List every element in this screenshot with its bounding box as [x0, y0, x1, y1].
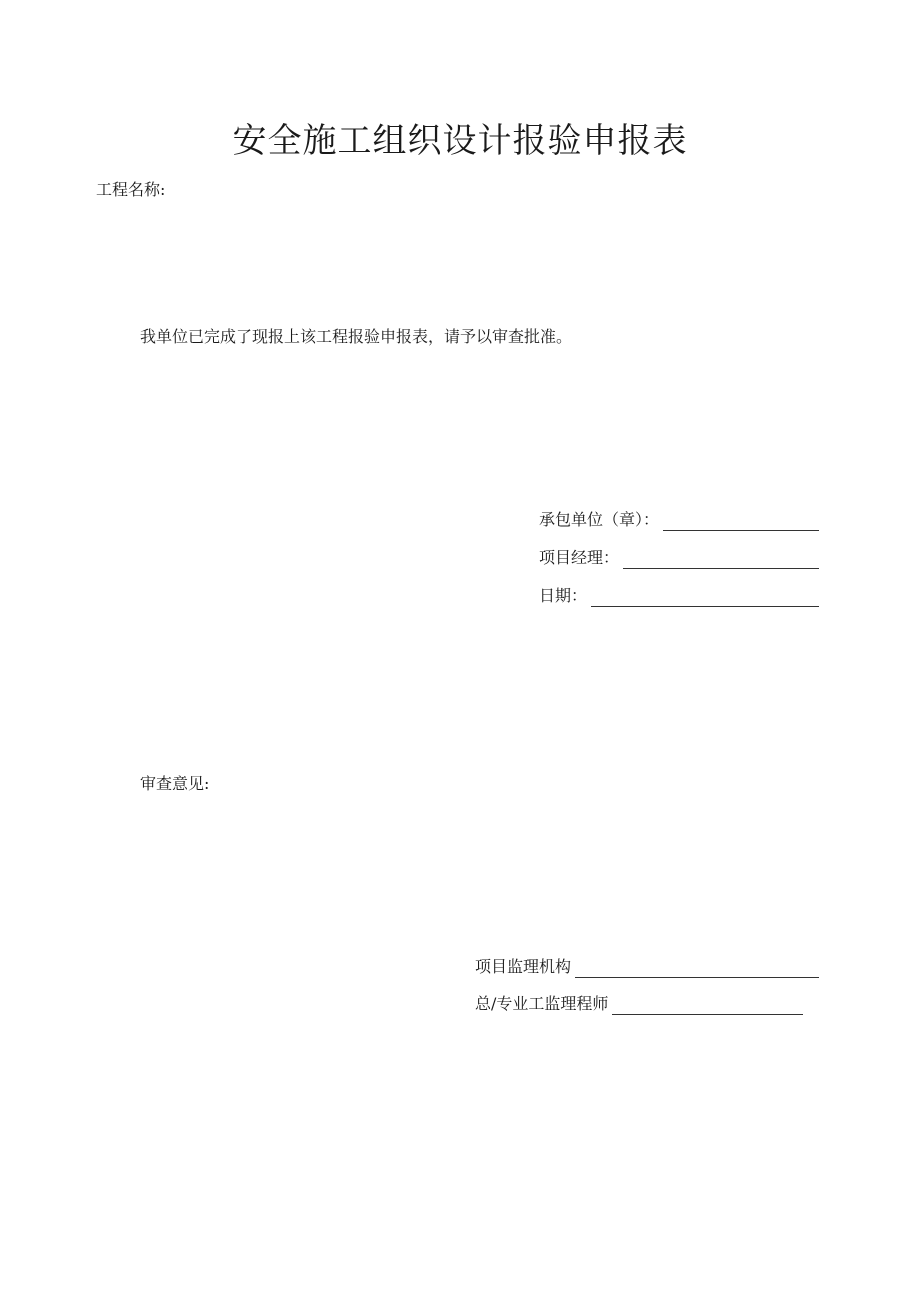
- contractor-signature-row: [539, 509, 819, 531]
- project-manager-label: 项目经理：: [539, 548, 620, 567]
- project-manager-signature-line[interactable]: [623, 552, 819, 569]
- submission-statement: 我单位已完成了现报上该工程报验申报表，请予以审查批准。: [140, 327, 573, 346]
- supervision-agency-signature-line[interactable]: [575, 961, 819, 978]
- date-signature-row: [539, 585, 819, 607]
- form-title: 安全施工组织设计报验申报表: [232, 121, 688, 161]
- supervising-engineer-row: [475, 993, 803, 1015]
- date-label: 日期：: [539, 586, 588, 605]
- date-signature-line[interactable]: [591, 590, 819, 607]
- contractor-label: 承包单位（章）：: [539, 510, 660, 529]
- supervising-engineer-label: 总/专业工监理程师: [475, 994, 609, 1013]
- project-manager-signature-row: [539, 547, 819, 569]
- supervision-agency-label: 项目监理机构: [475, 957, 572, 976]
- contractor-signature-line[interactable]: [663, 514, 819, 531]
- supervising-engineer-signature-line[interactable]: [612, 998, 803, 1015]
- project-name-label: 工程名称:: [96, 180, 166, 199]
- review-opinion-label: 审查意见:: [140, 774, 210, 793]
- supervision-agency-row: [475, 956, 819, 978]
